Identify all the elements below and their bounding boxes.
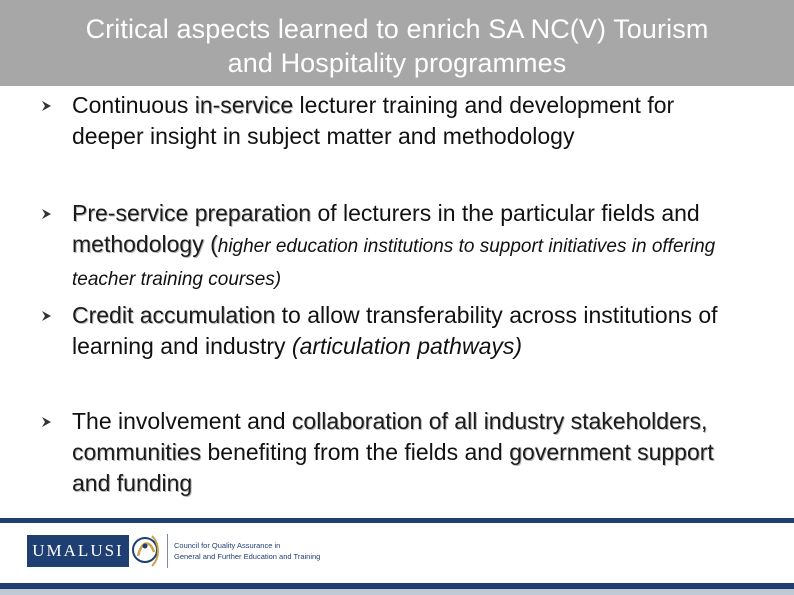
arrowhead-bullet-icon	[40, 207, 54, 221]
slide-title	[0, 12, 794, 80]
bullet-text-part: in-service	[194, 92, 294, 118]
bullet-text	[72, 198, 752, 295]
slide-title-line-1: Critical aspects learned to enrich SA NC(V) Tourism	[85, 14, 709, 44]
org-name-line-1: Council for Quality Assurance in	[174, 541, 281, 550]
arrowhead-bullet-icon	[40, 309, 54, 323]
bullet-text-part: lecturer training and development for deeper insight in subject matter and methodology	[72, 92, 675, 149]
bullet-text-part: Credit accumulation	[72, 302, 276, 328]
bullet-text-part: higher education institutions to support initiatives in offering teacher training courses)	[72, 236, 716, 290]
bullet-text-part: methodology (	[72, 231, 218, 257]
bullet-text-part: Continuous	[72, 92, 195, 118]
arrowhead-bullet-icon	[40, 415, 54, 429]
bullet-text	[72, 90, 752, 152]
arrowhead-bullet-icon	[40, 99, 54, 113]
org-name	[174, 540, 394, 562]
bullet-text-part: The involvement and	[72, 408, 292, 434]
bullet-text-part: benefiting from the fields and	[201, 439, 510, 465]
slide-title-line-2: and Hospitality programmes	[227, 48, 567, 78]
bullet-text-part: to allow transferability across institutions of learning and industry	[72, 302, 718, 359]
bullet-text-part: Pre-service preparation	[72, 200, 312, 226]
bullet-text	[72, 300, 752, 362]
bullet-text-part: government support and funding	[72, 439, 714, 496]
bullet-text-part: collaboration of all industry stakeholders, communities	[72, 408, 708, 465]
bullet-text-part: of lecturers in the particular fields and	[311, 200, 700, 226]
org-name-line-2: General and Further Education and Training	[174, 552, 321, 561]
umalusi-logo: UMALUSI	[27, 535, 129, 567]
umalusi-emblem-icon	[130, 530, 164, 572]
footer-rule-bottom-thin	[0, 589, 794, 595]
bullet-text-part: (articulation pathways)	[291, 333, 523, 359]
bullet-text	[72, 406, 752, 499]
logo-divider	[167, 534, 168, 568]
